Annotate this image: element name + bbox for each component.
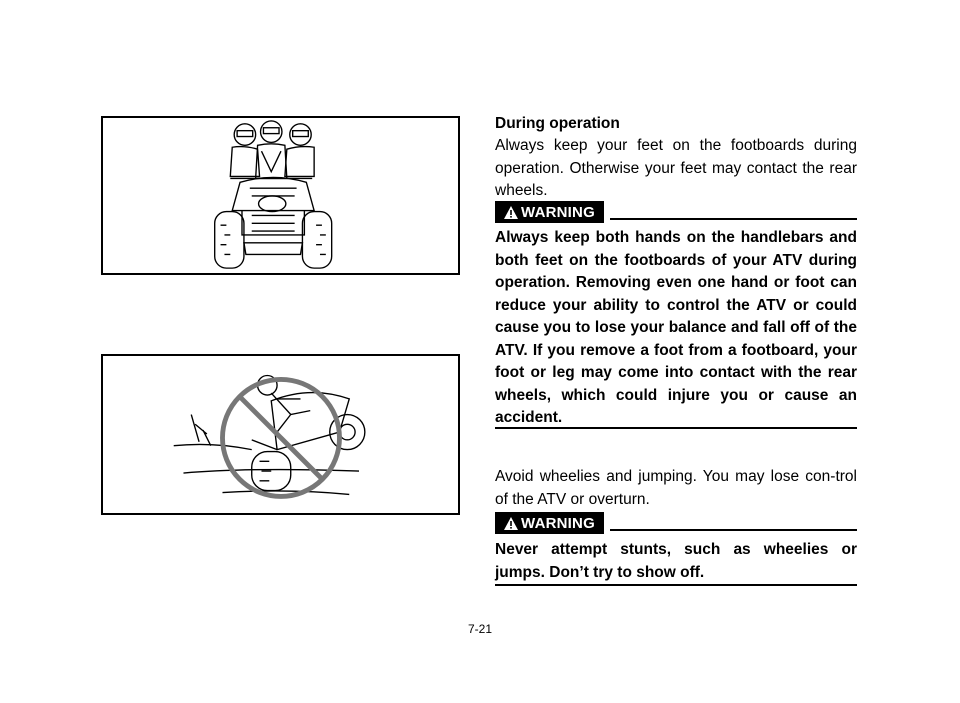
intro-paragraph: Always keep your feet on the footboards during operation. Otherwise your feet may contact the rear wheels. bbox=[495, 137, 857, 199]
warning-text-2: Never attempt stunts, such as wheelies or jumps. Don’t try to show off. bbox=[495, 541, 857, 581]
warning-header-2 bbox=[495, 512, 857, 534]
warning-badge-label: WARNING bbox=[521, 203, 595, 221]
wheelie-paragraph: Avoid wheelies and jumping. You may lose con-trol of the ATV or overturn. bbox=[495, 468, 857, 508]
warning-text-1: Always keep both hands on the handlebars and both feet on the footboards of your ATV during operation. Removing even one hand or foot can reduce your ability to control the ATV or could cause you to lose your balance and fall off of the ATV. If you remove a foot from a footboard, your foot or leg may come into contact with the rear wheels, which could injure you or cause an accident. bbox=[495, 229, 857, 426]
warning-badge-label: WARNING bbox=[521, 514, 595, 532]
warning-badge bbox=[495, 512, 604, 534]
illustration-wheelie-prohibited bbox=[101, 354, 460, 515]
section-heading: During operation bbox=[495, 115, 620, 132]
warning-header-1 bbox=[495, 201, 857, 223]
warning-header-rule bbox=[610, 218, 857, 220]
illustration-three-riders bbox=[101, 116, 460, 275]
warning-end-rule bbox=[495, 584, 857, 586]
warning-badge bbox=[495, 201, 604, 223]
warning-header-rule bbox=[610, 529, 857, 531]
warning-triangle-icon bbox=[504, 206, 518, 219]
warning-triangle-icon bbox=[504, 517, 518, 530]
wheelie-drawing bbox=[103, 356, 458, 513]
page-number: 7-21 bbox=[467, 622, 493, 636]
three-riders-drawing bbox=[103, 118, 458, 273]
warning-end-rule bbox=[495, 427, 857, 429]
